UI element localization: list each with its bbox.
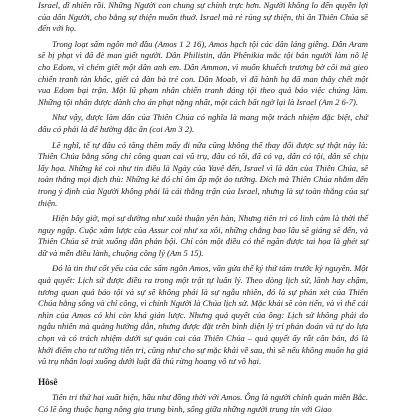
paragraph-1: Israel, dĩ nhiên rồi. Những Người con chung sự chính trực hơn. Người không lo đến quyền lợi của dân Người, cho bằng sự thiện muôn thuở. Israel mà rẻ rúng sự thiện, thì ân Thiên Chúa sẽ đến với họ. <box>38 0 368 34</box>
paragraph-2: Trong loạt sấm ngôn mở đầu (Amos 1 2 16), Amos hạch tội các dân láng giềng. Dân Aram sẽ bị phạt vì đã đè man giết người. Dân Philistin, dân Phênikia mắc tội bán người làm nô lệ cho Edom, vì chém giết một dân anh em. Dân Ammon, vì muốn khuếch trương bờ cõi mà gieo chiến tranh tàn khốc, giết cả đàn bà trẻ con. Dân Moab, vì đã hành hạ đã man thây chết một vua Edom bại trận. Một lũ phạm nhân chiến tranh đáng tội theo quả báo việc chúng làm. Những tội nhân được dành cho án phạt nặng nhất, một cách bất ngờ lại là Israel (Am 2 6-7). <box>38 38 368 107</box>
paragraph-4: Lẽ nghĩ, tế tự đâu có tăng thêm mấy đi nữa cũng không thế thay đổi được sự thật này là: Thiên Chúa bằng sống chỉ công quan cai vũ trụ, đâu có tối, đã có vạ, dân có tội, dân sẽ chịu lấy họa. Những kẻ coi như tin điều là Ngày của Yavê đến, Israel vì là dân của Thiên Chúa, sẽ toàn thắng mọi địch thù: Những kẻ đó chỉ ôm ấp một ảo tưởng. Đích mà Thiên Chúa nhắm đến trong ý định của Người không phải là cái thắng trận của Israel, nhưng là sự toàn thắng của sự thiện. <box>38 139 368 208</box>
paragraph-5: Hiện bây giờ, mọi sự dường như xuôi thuận yên hàn, Nhưng tiên tri có linh cảm là thời thế nguy ngập. Cuộc xâm lược của Assur coi như xa xôi, những chẳng bao lâu sẽ giáng sẽ đến, và Thiên Chúa sẽ trút xuống dân phản bội. Chỉ còn một điều có thể ngăn được tai họa là ghét sự dữ và mến điều lành, chuộng công lý (Am 5 15). <box>38 213 368 258</box>
section-paragraph: Tiên tri thứ hai xuất hiện, hầu như đồng thời với Amos. Ông là người chính quán miền Bắc. Có lẽ ông thuộc hạng nông gia trung bình, sống giữa những người trung tín với Giao <box>38 392 368 414</box>
paragraph-3: Như vậy, được làm dân của Thiên Chúa có nghĩa là mang một trách nhiệm đặc biệt, chứ đâu có phải là để hưởng đặc ân (coi Am 3 2). <box>38 112 368 134</box>
document-page <box>38 0 368 414</box>
section-title: Hôsê <box>38 376 58 387</box>
paragraph-6: Đó là tin thư cốt yếu của các sấm ngôn Amos, văn gửa thế kỷ thứ tám trước kỷ nguyên. Một quả quyết: Lịch sử được điều ra trong một trật tự luân lý. Theo dòng lịch sử, lãnh hay chậm, tương quan quả báo tội và sự sẽ không phải là sự ngẫu nhiên, đó là sự phán xét của Thiên Chúa hằng sống và chỉ công, vì chính Người là Chúa lịch sử. Mặc khải sẽ còn tiến, và vì thế cái nhìn của Amos có khi còn khá giản lược. Nhưng quả quyết của ông: Lịch sử không phải do ngẫu nhiên mà quảng hướng dẫn, nhưng được đặt trên bình diện lý trí phán đoán và tự do lựa chọn và có trách nhiệm dưới sự quản cai của Thiên Chúa – quả quyết ấy rất căn bản, đó là khởi điểm cho tư tưởng tiên tri, cũng như cho sự mặc khải về sau, thì sẽ nếu không muốn hạ giá vũ trụ nhân loại xuống dưới luật đà thú rừng hoang vô tư vô hại. <box>38 263 368 367</box>
